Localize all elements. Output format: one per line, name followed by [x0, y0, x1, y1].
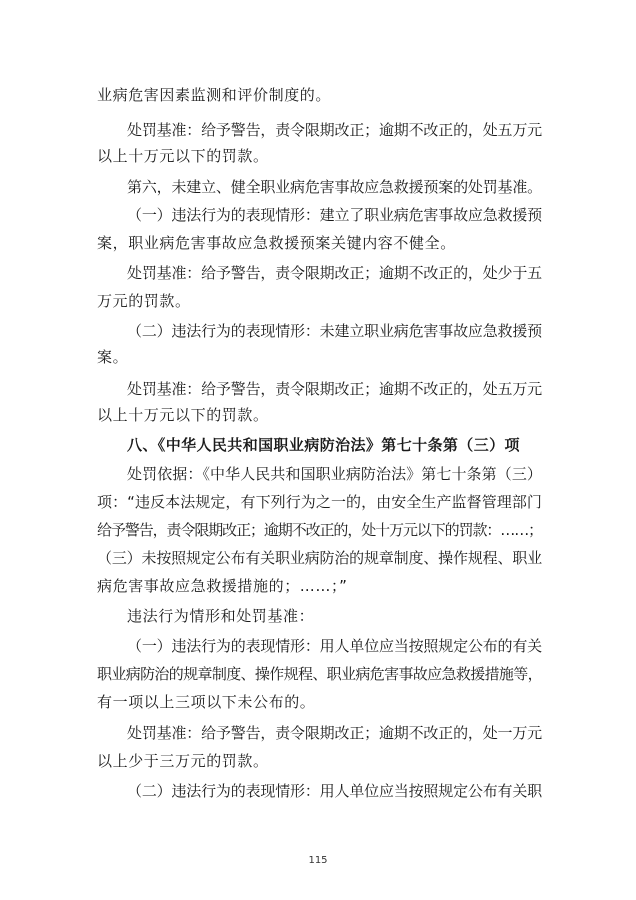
page-number: 115: [308, 855, 328, 866]
